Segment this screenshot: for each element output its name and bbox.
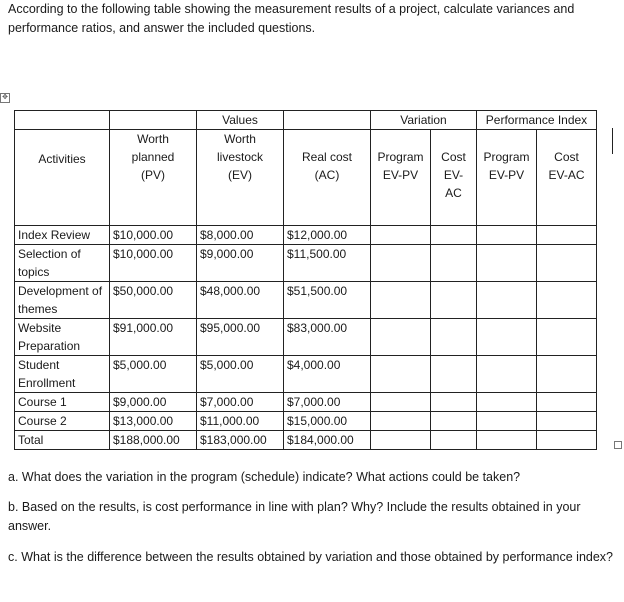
header-activities: Activities <box>15 130 110 226</box>
header-line: EV-PV <box>382 168 419 182</box>
empty-cell[interactable] <box>477 282 537 319</box>
activity-cell: Selection of topics <box>15 245 110 282</box>
header-line: Cost <box>554 150 579 164</box>
empty-cell[interactable] <box>477 431 537 450</box>
header-pv-line: planned <box>131 150 175 164</box>
header-ac-line: Real cost <box>301 150 353 164</box>
header-pv-line: Worth <box>137 132 169 146</box>
ac-cell: $15,000.00 <box>284 412 371 431</box>
header-empty-cell <box>15 111 110 130</box>
empty-cell[interactable] <box>537 356 597 393</box>
pv-cell: $10,000.00 <box>110 226 197 245</box>
empty-cell[interactable] <box>477 356 537 393</box>
empty-cell[interactable] <box>537 226 597 245</box>
ev-cell: $48,000.00 <box>197 282 284 319</box>
table-row <box>15 412 597 431</box>
table-row <box>15 245 597 282</box>
empty-cell[interactable] <box>431 226 477 245</box>
header-pv <box>110 130 197 226</box>
activity-cell: Index Review <box>15 226 110 245</box>
ev-cell: $183,000.00 <box>197 431 284 450</box>
table-row <box>15 282 597 319</box>
pv-cell: $91,000.00 <box>110 319 197 356</box>
ac-cell: $83,000.00 <box>284 319 371 356</box>
activity-cell: Student Enrollment <box>15 356 110 393</box>
empty-cell[interactable] <box>371 245 431 282</box>
empty-cell[interactable] <box>477 245 537 282</box>
ac-cell: $7,000.00 <box>284 393 371 412</box>
empty-cell[interactable] <box>431 412 477 431</box>
header-values: Values <box>197 111 284 130</box>
header-variation-program <box>371 130 431 226</box>
empty-cell[interactable] <box>537 431 597 450</box>
header-ac-line: (AC) <box>314 168 340 182</box>
ev-cell: $8,000.00 <box>197 226 284 245</box>
empty-cell[interactable] <box>431 245 477 282</box>
empty-cell[interactable] <box>537 393 597 412</box>
activity-cell: Website Preparation <box>15 319 110 356</box>
empty-cell[interactable] <box>477 412 537 431</box>
header-line: EV-AC <box>548 168 585 182</box>
empty-cell[interactable] <box>537 282 597 319</box>
ev-cell: $7,000.00 <box>197 393 284 412</box>
empty-cell[interactable] <box>431 431 477 450</box>
header-empty-cell <box>284 111 371 130</box>
header-pv-line: (PV) <box>141 168 165 182</box>
empty-cell[interactable] <box>431 282 477 319</box>
pv-cell: $50,000.00 <box>110 282 197 319</box>
pv-cell: $5,000.00 <box>110 356 197 393</box>
empty-cell[interactable] <box>371 282 431 319</box>
ev-cell: $9,000.00 <box>197 245 284 282</box>
empty-cell[interactable] <box>371 412 431 431</box>
empty-cell[interactable] <box>431 319 477 356</box>
table-row <box>15 393 597 412</box>
header-index-cost <box>537 130 597 226</box>
resize-handle-icon[interactable] <box>614 441 622 449</box>
header-index-program <box>477 130 537 226</box>
empty-cell[interactable] <box>537 319 597 356</box>
activity-cell: Course 1 <box>15 393 110 412</box>
empty-cell[interactable] <box>431 393 477 412</box>
table-row <box>15 356 597 393</box>
ev-cell: $11,000.00 <box>197 412 284 431</box>
intro-text: According to the following table showing the measurement results of a project, calculate variances and performance ratios, and answer the included questions. <box>8 2 575 35</box>
ac-cell: $4,000.00 <box>284 356 371 393</box>
header-line: Program <box>483 150 530 164</box>
question-b: b. Based on the results, is cost performance in line with plan? Why? Include the results obtained in your answer. <box>8 500 581 533</box>
ac-cell: $11,500.00 <box>284 245 371 282</box>
header-line: AC <box>445 186 462 200</box>
empty-cell[interactable] <box>537 412 597 431</box>
pv-cell: $188,000.00 <box>110 431 197 450</box>
ev-cell: $95,000.00 <box>197 319 284 356</box>
question-a: a. What does the variation in the program (schedule) indicate? What actions could be taken? <box>8 470 521 484</box>
empty-cell[interactable] <box>371 393 431 412</box>
header-line: EV- <box>443 168 464 182</box>
header-ev <box>197 130 284 226</box>
empty-cell[interactable] <box>371 431 431 450</box>
question-c: c. What is the difference between the results obtained by variation and those obtained by performance index? <box>8 550 614 564</box>
table-row <box>15 319 597 356</box>
empty-cell[interactable] <box>371 356 431 393</box>
empty-cell[interactable] <box>431 356 477 393</box>
header-empty-cell <box>110 111 197 130</box>
measurement-table <box>14 110 597 450</box>
ac-cell: $184,000.00 <box>284 431 371 450</box>
pv-cell: $13,000.00 <box>110 412 197 431</box>
header-performance-index: Performance Index <box>477 111 597 130</box>
header-ev-line: livestock <box>216 150 263 164</box>
activity-cell: Total <box>15 431 110 450</box>
activity-cell: Course 2 <box>15 412 110 431</box>
empty-cell[interactable] <box>537 245 597 282</box>
ac-cell: $51,500.00 <box>284 282 371 319</box>
header-ev-line: (EV) <box>228 168 252 182</box>
activity-cell: Development of themes <box>15 282 110 319</box>
table-edge-line <box>612 128 613 154</box>
header-variation: Variation <box>371 111 477 130</box>
pv-cell: $10,000.00 <box>110 245 197 282</box>
header-line: Cost <box>441 150 466 164</box>
header-line: Program <box>377 150 424 164</box>
table-header-group-row <box>15 111 597 130</box>
table-row <box>15 226 597 245</box>
pv-cell: $9,000.00 <box>110 393 197 412</box>
empty-cell[interactable] <box>477 226 537 245</box>
header-variation-cost <box>431 130 477 226</box>
empty-cell[interactable] <box>371 319 431 356</box>
table-header-row <box>15 130 597 226</box>
ev-cell: $5,000.00 <box>197 356 284 393</box>
header-line: EV-PV <box>488 168 525 182</box>
move-icon[interactable]: ✥ <box>0 93 10 103</box>
empty-cell[interactable] <box>371 226 431 245</box>
empty-cell[interactable] <box>477 319 537 356</box>
empty-cell[interactable] <box>477 393 537 412</box>
header-ev-line: Worth <box>224 132 256 146</box>
ac-cell: $12,000.00 <box>284 226 371 245</box>
header-ac <box>284 130 371 226</box>
table-row-total <box>15 431 597 450</box>
